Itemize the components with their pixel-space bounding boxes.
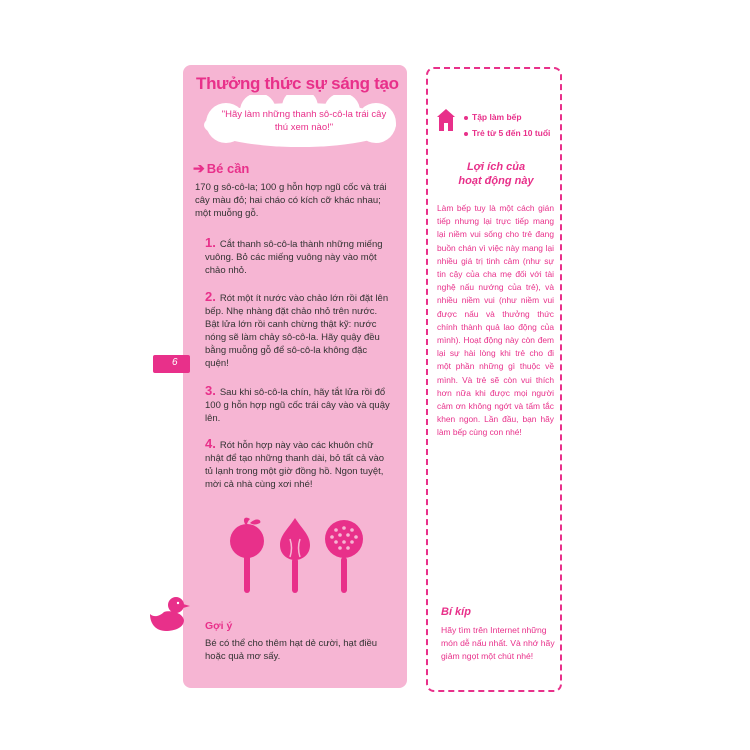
step-4	[205, 437, 391, 491]
kitchen-tools-illustration	[220, 515, 370, 595]
recipe-quote: "Hãy làm những thanh sô-cô-la trái cây thú xem nào!"	[221, 109, 387, 133]
bullet-icon	[464, 132, 468, 136]
list-item-label: Tập làm bếp	[472, 112, 522, 122]
secret-text: Hãy tìm trên Internet những món dễ nấu nhất. Và nhớ hãy giảm ngọt một chút nhé!	[441, 625, 555, 661]
step-text: Cắt thanh sô-cô-la thành những miếng vuông. Bỏ các miếng vuông này vào một chảo nhỏ.	[205, 239, 383, 276]
step-text: Rót một ít nước vào chảo lớn rồi đặt lên bếp. Nhẹ nhàng đặt chảo nhỏ trên nước. Bật lửa lớn rồi canh chừng thật kỹ: nước nóng sẽ làm chảy sô-cô-la. Hãy quậy đều bằng muỗng gỗ để sô-cô-la không đặc quện!	[205, 293, 389, 369]
page-number: 6	[172, 357, 178, 368]
ingredients-text: 170 g sô-cô-la; 100 g hỗn hợp ngũ cốc và trái cây màu đỏ; hai cháo có kích cỡ khác nhau; một muỗng gỗ.	[195, 182, 387, 219]
recipe-title: Thưởng thức sự sáng tạo	[196, 74, 399, 93]
step-number: 3.	[205, 383, 216, 398]
tip-text: Bé có thể cho thêm hạt dẻ cười, hạt điều hoặc quả mơ sấy.	[205, 638, 378, 662]
need-heading-label: Bé cần	[206, 161, 250, 176]
step-text: Rót hỗn hợp này vào các khuôn chữ nhật để tạo những thanh dài, bỏ tất cả vào tủ lạnh trong một giờ đồng hồ. Ngon tuyệt, mời cả nhà cùng xơi nhé!	[205, 440, 385, 490]
step-3	[205, 384, 391, 425]
benefit-heading-line-2: hoạt động này	[458, 175, 534, 187]
step-2	[205, 290, 391, 370]
benefit-text: Làm bếp tuy là một cách gián tiếp nhưng lại trực tiếp mang lại niềm vui sống cho trẻ đang buồn chán vì việc này mang lại nhiều giá trị tinh cảm (như sự tin cậy của cha mẹ đối với tài nghệ nấu nướng của trẻ), và nhiều niềm vui (như niềm vui được nấu và thưởng thức chính thành quả lao động của mình). Hoạt động này còn đem lại sự hài lòng khi trẻ cho đi một phần những gì thuộc về mình. Và trẻ sẽ còn vui thích hơn nữa khi được mọi người cảm ơn không ngớt và tấm tắc khen ngon. Lần đầu, bạn hãy làm bếp cùng con nhé!	[437, 203, 554, 438]
benefit-heading-line-1: Lợi ích của	[466, 161, 526, 173]
secret-heading: Bí kíp	[441, 606, 471, 618]
need-heading	[193, 160, 249, 177]
list-item	[464, 109, 559, 125]
spotted-lollipop-icon	[325, 520, 363, 593]
list-item-label: Trẻ từ 5 đến 10 tuổi	[472, 128, 551, 138]
bullet-icon	[464, 116, 468, 120]
benefit-heading	[436, 160, 556, 188]
apple-lollipop-icon	[230, 518, 264, 593]
arrow-right-icon: ➔	[193, 160, 205, 176]
step-number: 2.	[205, 289, 216, 304]
activity-info-list	[464, 109, 559, 141]
onion-lollipop-icon	[280, 518, 310, 593]
tip-heading: Gợi ý	[205, 620, 233, 632]
duck-icon	[148, 596, 190, 632]
step-number: 4.	[205, 436, 216, 451]
step-1	[205, 236, 391, 277]
list-item	[464, 125, 559, 141]
house-icon	[437, 109, 455, 131]
step-number: 1.	[205, 235, 216, 250]
step-text: Sau khi sô-cô-la chín, hãy tắt lửa rồi đổ 100 g hỗn hợp ngũ cốc trái cây vào và quậy lên.	[205, 387, 390, 424]
